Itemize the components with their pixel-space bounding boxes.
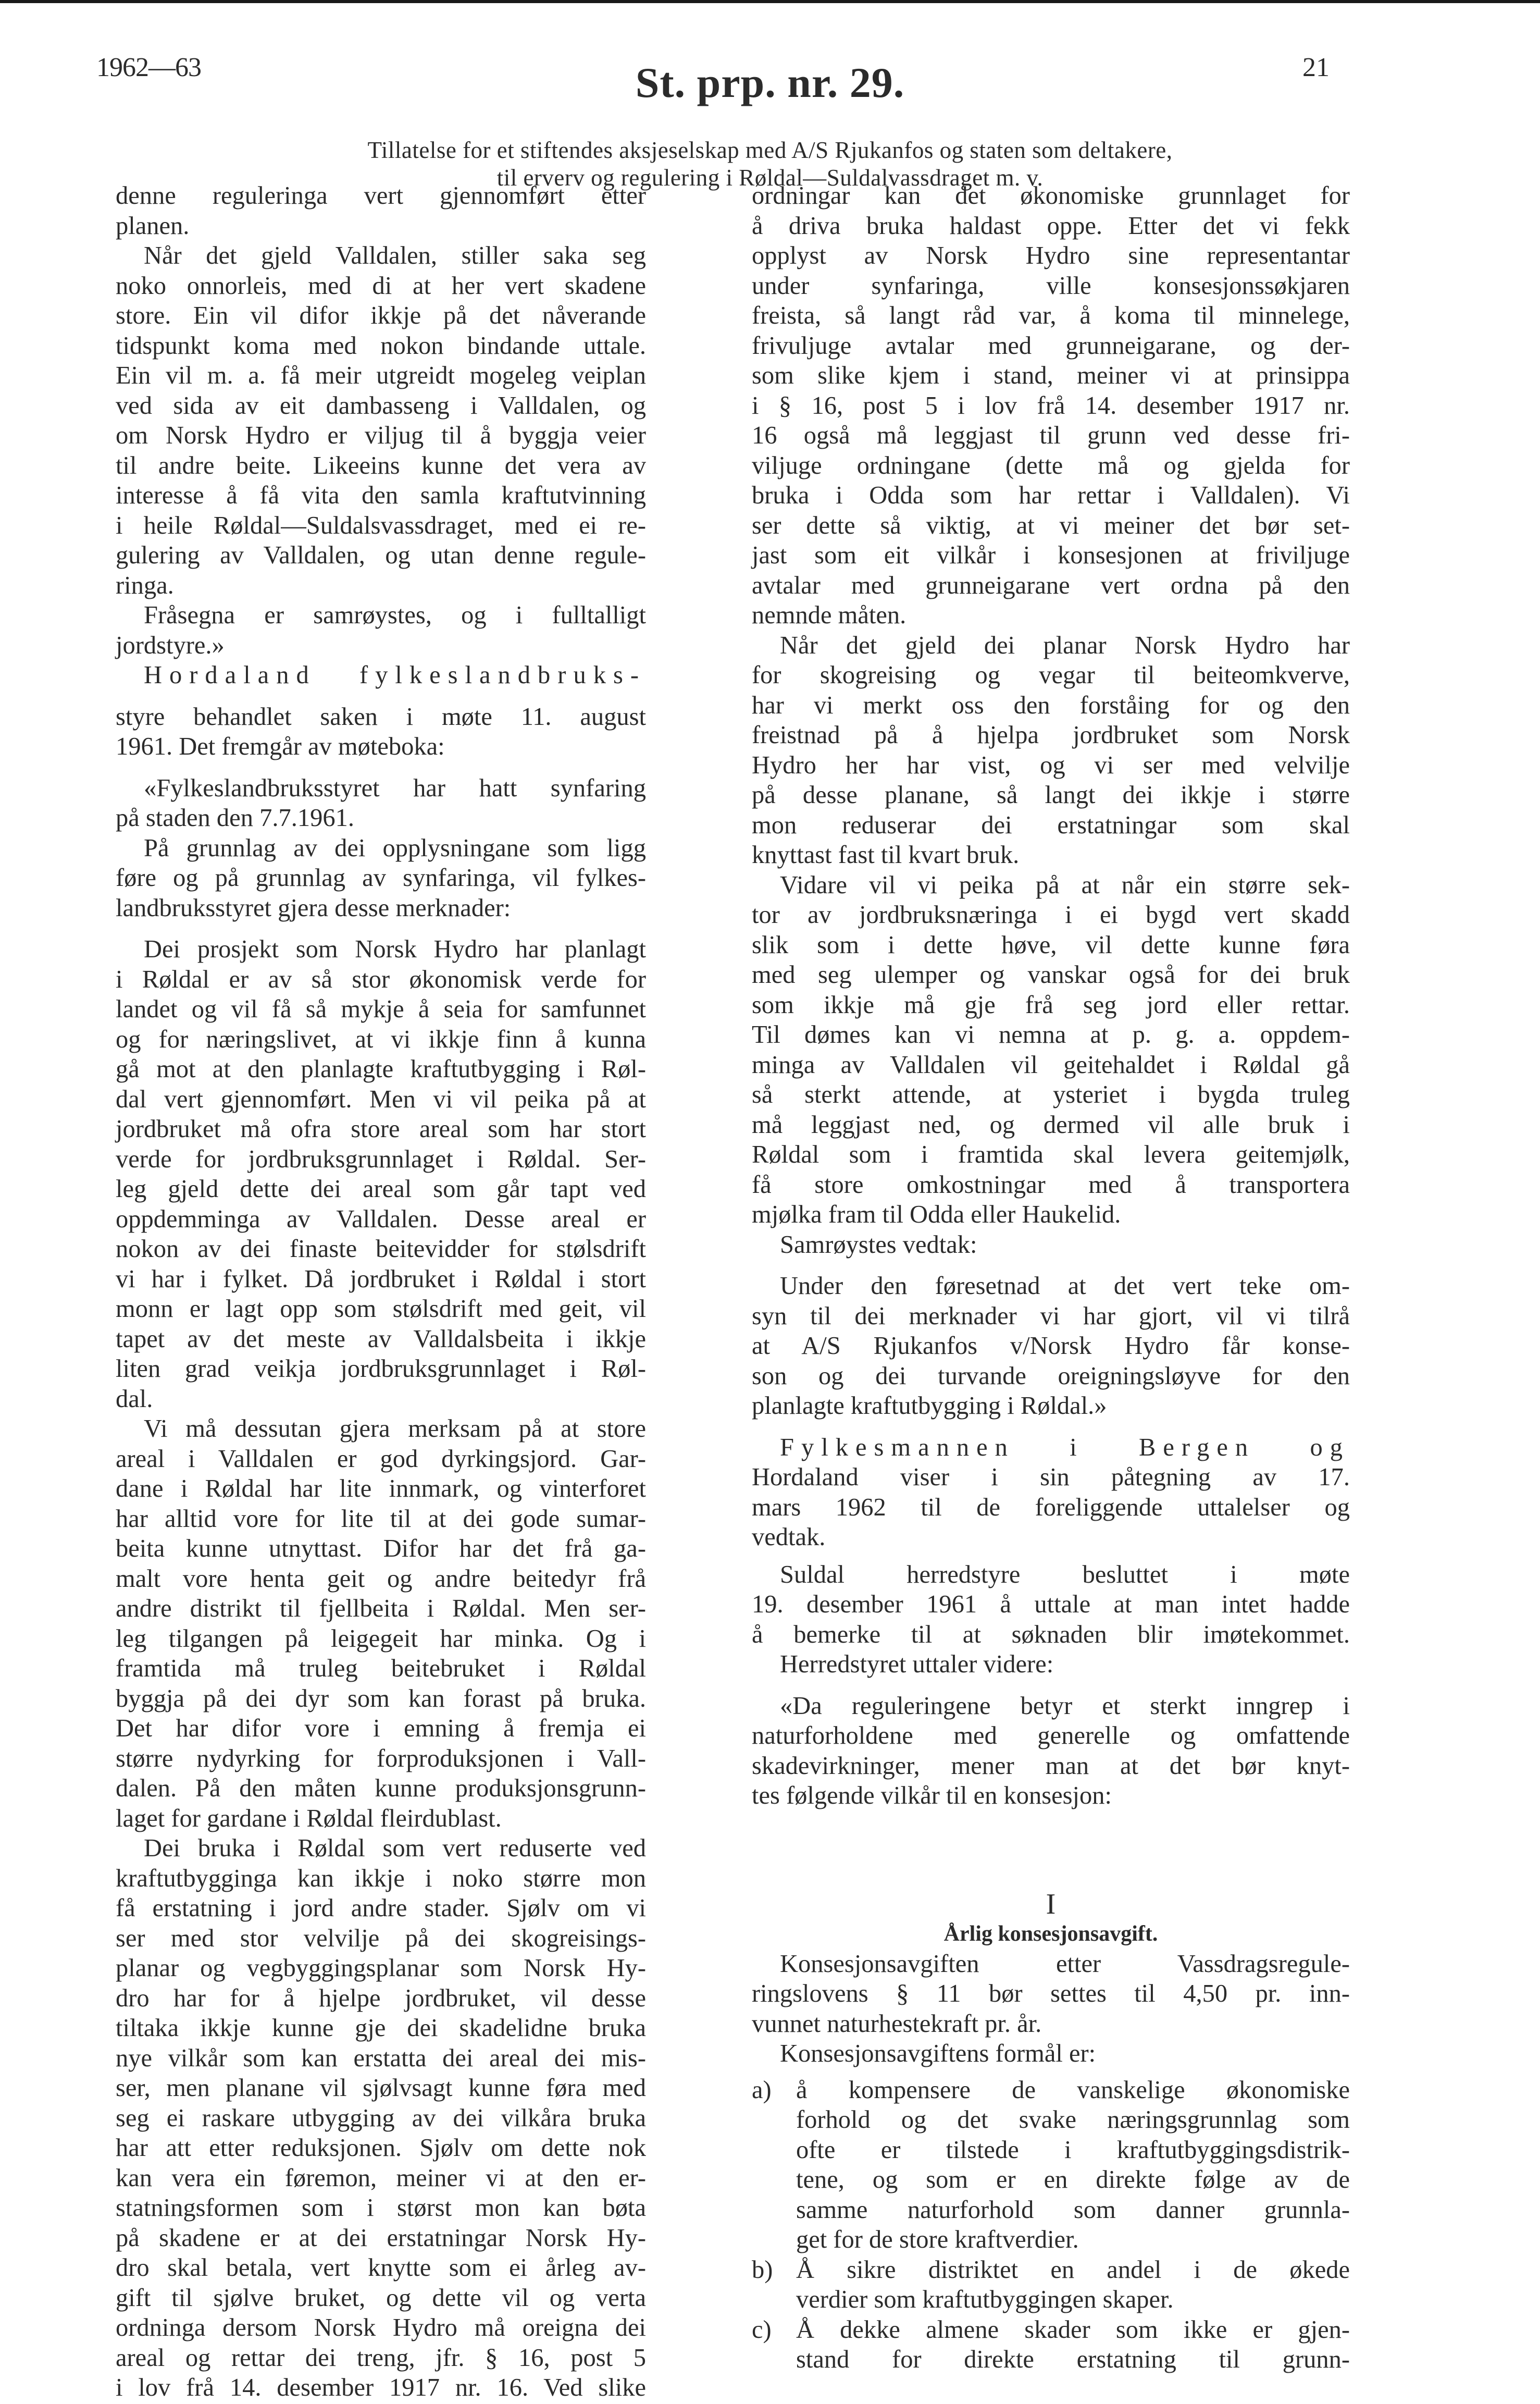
text-line: få erstatning i jord andre stader. Sjølv om vi <box>116 1894 646 1922</box>
text-line: «Fylkeslandbruksstyret har hatt synfaring <box>144 774 646 802</box>
text-line: gå mot at den planlagte kraftutbygging i Røl- <box>116 1055 646 1083</box>
text-line: malt vore henta geit og andre beitedyr frå <box>116 1564 646 1593</box>
text-line: Dei bruka i Røldal som vert reduserte ved <box>144 1834 646 1862</box>
text-line: 19. desember 1961 å uttale at man intet hadde <box>752 1591 1350 1618</box>
text-line: og for næringslivet, at vi ikkje finn å kunna <box>116 1025 646 1053</box>
text-line: Hydro her har vist, og vi ser med velvilje <box>752 751 1350 779</box>
text-line: Dei prosjekt som Norsk Hydro har planlagt <box>144 935 646 963</box>
text-line: ordninga dersom Norsk Hydro må oreigna dei <box>116 2314 646 2341</box>
text-line: dro har for å hjelpe jordbruket, vil desse <box>116 1984 646 2012</box>
text-line: oppdemminga av Valldalen. Desse areal er <box>116 1205 646 1233</box>
text-line: tiltaka ikkje kunne gje dei skadelidne bruka <box>116 2014 646 2042</box>
text-line: Fråsegna er samrøystes, og i fulltalligt <box>144 601 646 629</box>
text-line: kan vera ein føremon, meiner vi at den er- <box>116 2164 646 2192</box>
text-line: avtalar med grunneigarane vert ordna på den <box>752 571 1350 599</box>
text-line: Det har difor vore i emning å fremja ei <box>116 1715 646 1742</box>
text-line: som slike kjem i stand, meiner vi at prinsippa <box>752 362 1350 389</box>
document-subtitle-line-2: til erverv og regulering i Røldal—Suldalvassdraget m. v. <box>496 165 1044 191</box>
text-line: i Røldal er av så stor økonomisk verde for <box>116 965 646 993</box>
text-line: tidspunkt koma med nokon bindande uttale. <box>116 331 646 360</box>
text-line: å driva bruka haldast oppe. Etter det vi fekk <box>752 212 1350 240</box>
text-line: syn til dei merknader vi har gjort, vil vi tilrå <box>752 1302 1350 1330</box>
text-line: planar og vegbyggingsplanar som Norsk Hy- <box>116 1954 646 1982</box>
text-line: har vi merkt oss den forståing for og den <box>752 691 1350 719</box>
text-line: bruka i Odda som har rettar i Valldalen). Vi <box>752 482 1350 509</box>
text-line: jast som eit vilkår i konsesjonen at friviljuge <box>752 541 1350 569</box>
text-line: planlagte kraftutbygging i Røldal.» <box>752 1392 1107 1420</box>
text-line: tes følgende vilkår til en konsesjon: <box>752 1782 1112 1809</box>
purpose-text-line: verdier som kraftutbyggingen skaper. <box>796 2286 1174 2313</box>
text-line: gift til sjølve bruket, og dette vil og verta <box>116 2284 646 2312</box>
text-line: mon reduserar dei erstatningar som skal <box>752 811 1350 839</box>
text-line: ser med stor velvilje på dei skogreisings- <box>116 1924 646 1952</box>
text-line: laget for gardane i Røldal fleirdublast. <box>116 1804 502 1832</box>
text-line: Under den føresetnad at det vert teke om- <box>780 1272 1350 1300</box>
text-line: verde for jordbruksgrunnlaget i Røldal. Ser- <box>116 1145 646 1173</box>
scan-top-edge <box>0 0 1540 3</box>
text-line: ringa. <box>116 571 174 599</box>
text-line: Hordaland fylkeslandbruks- <box>144 661 646 689</box>
text-line: Vidare vil vi peika på at når ein større sek- <box>780 871 1350 899</box>
text-line: kraftutbygginga kan ikkje i noko større mon <box>116 1864 646 1892</box>
text-line: interesse å få vita den samla kraftutvinning <box>116 482 646 509</box>
text-line: jordstyre.» <box>116 631 225 659</box>
purpose-text-line: forhold og det svake næringsgrunnlag som <box>796 2106 1350 2134</box>
text-line: mjølka fram til Odda eller Haukelid. <box>752 1201 1121 1228</box>
text-line: i heile Røldal—Suldalsvassdraget, med ei re- <box>116 511 646 539</box>
text-line: naturforholdene med generelle og omfattende <box>752 1722 1350 1749</box>
text-line: Konsesjonsavgiftens formål er: <box>780 2040 1096 2067</box>
text-line: med seg ulemper og vanskar også for dei bruk <box>752 961 1350 989</box>
page-number: 21 <box>1302 53 1330 82</box>
text-line: byggja på dei dyr som kan forast på bruka. <box>116 1684 646 1712</box>
text-line: store. Ein vil difor ikkje på det nåverande <box>116 302 646 329</box>
text-line: framtida må truleg beitebruket i Røldal <box>116 1655 646 1682</box>
text-line: vedtak. <box>752 1523 826 1551</box>
text-line: liten grad veikja jordbruksgrunnlaget i Røl- <box>116 1355 646 1383</box>
text-line: dalen. På den måten kunne produksjonsgrunn- <box>116 1774 646 1802</box>
text-line: Vi må dessutan gjera merksam på at store <box>144 1415 646 1443</box>
text-line: areal i Valldalen er god dyrkingsjord. Gar- <box>116 1445 646 1473</box>
text-line: i lov frå 14. desember 1917 nr. 16. Ved slike <box>116 2374 646 2401</box>
purpose-text-line: ofte er tilstede i kraftutbyggingsdistrik- <box>796 2136 1350 2164</box>
text-line: mars 1962 til de foreliggende uttalelser og <box>752 1493 1350 1521</box>
document-title: St. prp. nr. 29. <box>635 59 905 106</box>
text-line: gulering av Valldalen, og utan denne regule- <box>116 541 646 569</box>
text-line: son og dei turvande oreigningsløyve for den <box>752 1362 1350 1390</box>
text-line: andre distrikt til fjellbeita i Røldal. Men ser- <box>116 1595 646 1622</box>
text-line: opplyst av Norsk Hydro sine representantar <box>752 242 1350 269</box>
text-line: freistnad på å hjelpa jordbruket som Norsk <box>752 721 1350 749</box>
text-line: planen. <box>116 212 190 240</box>
text-line: noko onnorleis, med di at her vert skadene <box>116 272 646 300</box>
text-line: må leggjast ned, og dermed vil alle bruk i <box>752 1111 1350 1139</box>
purpose-label: a) <box>752 2076 772 2104</box>
text-line: landet og vil få så mykje å seia for samfunnet <box>116 995 646 1023</box>
text-line: så sterkt attende, at ysteriet i bygda truleg <box>752 1081 1350 1108</box>
section-numeral: I <box>1046 1888 1056 1920</box>
text-line: Til dømes kan vi nemna at p. g. a. oppdem- <box>752 1021 1350 1049</box>
text-line: på skadene er at dei erstatningar Norsk Hy- <box>116 2224 646 2252</box>
purpose-text-line: Å sikre distriktet en andel i de økede <box>796 2255 1350 2284</box>
text-line: Røldal som i framtida skal levera geitemjølk, <box>752 1141 1350 1168</box>
text-line: jordbruket må ofra store areal som har stort <box>116 1115 646 1143</box>
purpose-label: b) <box>752 2255 773 2284</box>
text-line: at A/S Rjukanfos v/Norsk Hydro får konse- <box>752 1332 1350 1360</box>
session-label: 1962—63 <box>96 53 201 82</box>
text-line: som ikkje må gje frå seg jord eller rettar. <box>752 991 1350 1019</box>
text-line: slik som i dette høve, vil dette kunne føra <box>752 931 1350 959</box>
text-line: ordningar kan det økonomiske grunnlaget for <box>752 182 1350 209</box>
text-line: nemnde måten. <box>752 601 906 629</box>
text-line: Ein vil m. a. få meir utgreidt mogeleg veiplan <box>116 362 646 389</box>
text-line: Samrøystes vedtak: <box>780 1230 977 1259</box>
text-line: dane i Røldal har lite innmark, og vinterforet <box>116 1475 646 1502</box>
text-line: nye vilkår som kan erstatta dei areal dei mis- <box>116 2044 646 2072</box>
text-line: Herredstyret uttaler videre: <box>780 1650 1054 1678</box>
text-line: Hordaland viser i sin påtegning av 17. <box>752 1463 1350 1491</box>
text-line: til andre beite. Likeeins kunne det vera av <box>116 451 646 479</box>
text-line: viljuge ordningane (dette må og gjelda for <box>752 451 1350 479</box>
text-line: «Da reguleringene betyr et sterkt inngrep i <box>780 1692 1350 1720</box>
text-line: statningsformen som i størst mon kan bøta <box>116 2194 646 2222</box>
text-line: i § 16, post 5 i lov frå 14. desember 1917 nr. <box>752 391 1350 420</box>
text-line: beita kunne utnyttast. Difor har det frå ga- <box>116 1535 646 1562</box>
text-line: få store omkostningar med å transportera <box>752 1170 1350 1199</box>
text-line: på staden den 7.7.1961. <box>116 804 354 832</box>
purpose-text-line: samme naturforhold som danner grunnla- <box>796 2196 1350 2224</box>
section-heading: Årlig konsesjonsavgift. <box>943 1922 1158 1946</box>
text-line: Suldal herredstyre besluttet i møte <box>780 1560 1350 1588</box>
text-line: på desse planane, så langt dei ikkje i større <box>752 781 1350 809</box>
purpose-text-line: stand for direkte erstatning til grunn- <box>796 2346 1350 2373</box>
text-line: dal. <box>116 1385 153 1413</box>
purpose-text-line: å kompensere de vanskelige økonomiske <box>796 2076 1350 2104</box>
text-line: denne reguleringa vert gjennomført etter <box>116 182 646 209</box>
text-line: Når det gjeld dei planar Norsk Hydro har <box>780 631 1350 659</box>
text-line: tapet av det meste av Valldalsbeita i ikkje <box>116 1325 646 1353</box>
text-line: freista, så langt råd var, å koma til minnelege, <box>752 302 1350 329</box>
text-line: 1961. Det fremgår av møteboka: <box>116 733 445 760</box>
text-line: Konsesjonsavgiften etter Vassdragsregule- <box>780 1950 1350 1978</box>
text-line: større nydyrking for forproduksjonen i Vall- <box>116 1744 646 1772</box>
text-line: føre og på grunnlag av synfaringa, vil fylkes- <box>116 864 646 892</box>
text-line: leg gjeld dette dei areal som går tapt ved <box>116 1175 646 1203</box>
text-line: for skogreising og vegar til beiteomkverve, <box>752 661 1350 689</box>
text-line: har alltid vore for lite til at dei gode sumar- <box>116 1505 646 1533</box>
text-line: styre behandlet saken i møte 11. august <box>116 702 646 731</box>
text-line: å bemerke til at søknaden blir imøtekommet. <box>752 1620 1350 1648</box>
text-line: ser dette så viktig, at vi meiner det bør set- <box>752 511 1350 539</box>
text-line: ved sida av eit dambasseng i Valldalen, og <box>116 391 646 420</box>
text-line: dal vert gjennomført. Men vi vil peika på at <box>116 1085 646 1113</box>
text-line: monn er lagt opp som stølsdrift med geit, vil <box>116 1295 646 1323</box>
text-line: tor av jordbruksnæringa i ei bygd vert skadd <box>752 901 1350 929</box>
document-subtitle-line-1: Tillatelse for et stiftendes aksjeselskap med A/S Rjukanfos og staten som deltakere, <box>367 137 1173 163</box>
purpose-text-line: Å dekke almene skader som ikke er gjen- <box>796 2315 1350 2344</box>
purpose-label: c) <box>752 2315 772 2344</box>
text-line: dro skal betala, vert knytte som ei årleg av- <box>116 2254 646 2282</box>
text-line: har att etter reduksjonen. Sjølv om dette nok <box>116 2134 646 2162</box>
text-line: minga av Valldalen vil geitehaldet i Røldal gå <box>752 1051 1350 1079</box>
text-line: På grunnlag av dei opplysningane som ligg <box>144 834 646 862</box>
text-line: leg tilgangen på leigegeit har minka. Og i <box>116 1624 646 1653</box>
text-line: vunnet naturhestekraft pr. år. <box>752 2010 1042 2038</box>
text-line: landbruksstyret gjera desse merknader: <box>116 894 511 922</box>
text-line: ser, men planane vil sjølvsagt kunne føra med <box>116 2074 646 2102</box>
text-line: nokon av dei finaste beitevidder for stølsdrift <box>116 1235 646 1263</box>
text-line: ringslovens § 11 bør settes til 4,50 pr. inn- <box>752 1980 1350 2007</box>
text-line: seg ei raskare utbygging av dei vilkåra bruka <box>116 2104 646 2132</box>
text-line: 16 også må leggjast til grunn ved desse fri- <box>752 422 1350 449</box>
text-line: Fylkesmannen i Bergen og <box>780 1433 1350 1461</box>
text-line: Når det gjeld Valldalen, stiller saka seg <box>144 242 646 269</box>
text-line: skadevirkninger, mener man at det bør knyt- <box>752 1752 1350 1780</box>
text-line: frivuljuge avtalar med grunneigarane, og der- <box>752 331 1350 360</box>
text-line: om Norsk Hydro er viljug til å byggja veier <box>116 422 646 449</box>
text-line: under synfaringa, ville konsesjonssøkjaren <box>752 272 1350 300</box>
text-line: knyttast fast til kvart bruk. <box>752 841 1020 869</box>
text-line: areal og rettar dei treng, jfr. § 16, post 5 <box>116 2344 646 2372</box>
text-line: vi har i fylket. Då jordbruket i Røldal i stort <box>116 1265 646 1293</box>
purpose-text-line: get for de store kraftverdier. <box>796 2226 1079 2253</box>
purpose-text-line: tene, og som er en direkte følge av de <box>796 2166 1350 2193</box>
